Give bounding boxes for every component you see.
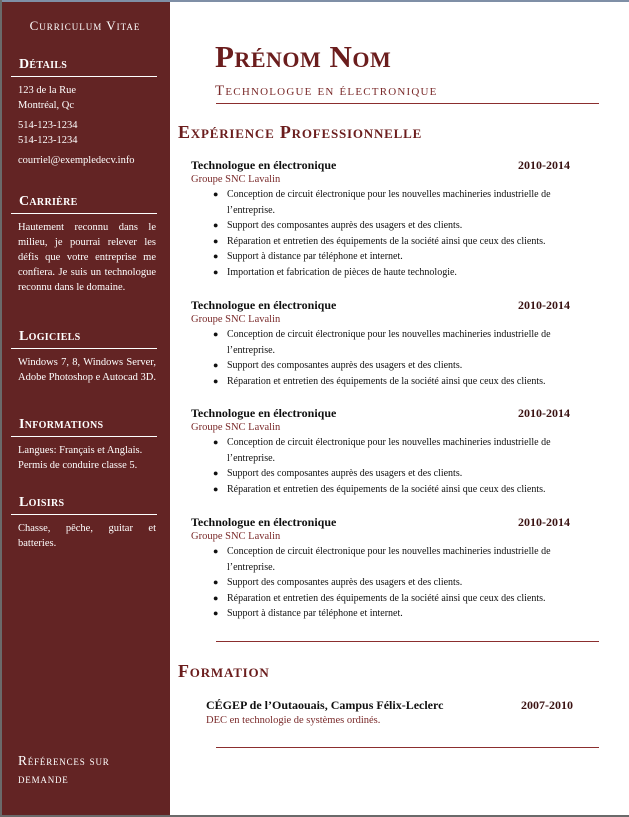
duty-item: ● Réparation et entretien des équipements de la société ainsi que ceux des clients. <box>227 234 581 250</box>
address-line-1: 123 de la Rue <box>18 85 77 96</box>
phone-1: 514-123-1234 <box>18 120 78 131</box>
job-company: Groupe SNC Lavalin <box>191 422 281 433</box>
job-entry <box>191 406 581 497</box>
education-dates: 2007-2010 <box>521 698 573 712</box>
bullet-icon: ● <box>213 608 219 618</box>
hobbies-heading: Loisirs <box>19 495 65 510</box>
education-heading: Formation <box>178 661 270 681</box>
main-content <box>170 2 629 815</box>
job-company: Groupe SNC Lavalin <box>191 174 281 185</box>
job-company: Groupe SNC Lavalin <box>191 314 281 325</box>
duty-item: ● Réparation et entretien des équipements de la société ainsi que ceux des clients. <box>227 374 581 390</box>
job-duties <box>213 187 581 280</box>
cv-title: Curriculum Vitae <box>29 18 141 33</box>
duty-item: ● Conception de circuit électronique pour les nouvelles machineries industrielle de l’entreprise. <box>213 189 551 216</box>
job-dates: 2010-2014 <box>518 515 570 529</box>
job-dates: 2010-2014 <box>518 298 570 312</box>
bullet-icon: ● <box>213 251 219 261</box>
job-dates: 2010-2014 <box>518 158 570 172</box>
duty-item: ● Conception de circuit électronique pour les nouvelles machineries industrielle de l’entreprise. <box>213 546 551 573</box>
duty-item: ● Support des composantes auprès des usagers et des clients. <box>227 358 581 374</box>
phone-2: 514-123-1234 <box>18 135 78 146</box>
bullet-icon: ● <box>213 375 219 386</box>
job-title: Technologue en électronique <box>191 406 337 420</box>
job-title: Technologue en électronique <box>191 158 337 172</box>
bullet-icon: ● <box>213 592 219 603</box>
duty-item: ● Conception de circuit électronique pour les nouvelles machineries industrielle de l’entreprise. <box>213 437 551 464</box>
duty-item: ● Conception de circuit électronique pour les nouvelles machineries industrielle de l’entreprise. <box>213 329 551 356</box>
job-title: Technologue en électronique <box>191 298 337 312</box>
job-entry <box>191 298 581 389</box>
job-entry <box>191 158 581 280</box>
duty-item: ● Support à distance par téléphone et internet. <box>227 606 581 622</box>
education-divider <box>216 747 599 748</box>
bullet-icon: ● <box>213 437 219 447</box>
duty-item: ● Réparation et entretien des équipements de la société ainsi que ceux des clients. <box>227 591 581 607</box>
software-divider <box>11 348 157 349</box>
bullet-icon: ● <box>213 235 219 246</box>
bullet-icon: ● <box>213 220 219 230</box>
address-line-2: Montréal, Qc <box>18 100 74 111</box>
details-divider <box>11 76 157 77</box>
job-duties <box>213 327 581 389</box>
job-duties <box>213 544 581 622</box>
experience-heading: Expérience Professionnelle <box>178 122 423 142</box>
career-text: Hautement reconnu dans le milieu, je pourrai relever les défis que votre entreprise me confiera. Je suis un technologue reconnu dans le domaine. <box>18 222 156 293</box>
full-name: Prénom Nom <box>215 39 392 74</box>
hobbies-section <box>11 495 157 551</box>
duty-item: ● Importation et fabrication de pièces de haute technologie. <box>227 265 581 281</box>
bullet-icon: ● <box>213 483 219 494</box>
job-entry <box>191 515 581 622</box>
career-divider <box>11 213 157 214</box>
bullet-icon: ● <box>213 266 219 277</box>
bullet-icon: ● <box>213 468 219 478</box>
experience-divider <box>216 641 599 642</box>
duty-item: ● Support des composantes auprès des usagers et des clients. <box>227 575 581 591</box>
job-title: Technologue en électronique <box>191 515 337 529</box>
details-text <box>11 83 157 168</box>
window-left-border <box>0 0 2 817</box>
sidebar <box>0 2 170 815</box>
info-text <box>11 443 157 473</box>
software-text: Windows 7, 8, Windows Server, Adobe Photoshop e Autocad 3D. <box>18 357 156 383</box>
bullet-icon: ● <box>213 360 219 370</box>
job-duties <box>213 435 581 497</box>
info-heading: Informations <box>19 417 104 432</box>
duty-item: ● Support des composantes auprès des usagers et des clients. <box>227 218 581 234</box>
career-section <box>11 194 157 295</box>
email: courriel@exempledecv.info <box>18 155 135 166</box>
job-dates: 2010-2014 <box>518 406 570 420</box>
details-heading: Détails <box>19 57 68 72</box>
job-title-header: Technologue en électronique <box>215 83 438 99</box>
software-section <box>11 329 157 385</box>
job-company: Groupe SNC Lavalin <box>191 531 281 542</box>
bullet-icon: ● <box>213 189 219 199</box>
header-divider <box>216 103 599 104</box>
duty-item: ● Réparation et entretien des équipements de la société ainsi que ceux des clients. <box>227 482 581 498</box>
details-section <box>11 57 157 168</box>
education-entry <box>206 697 586 728</box>
info-section <box>11 417 157 473</box>
info-divider <box>11 436 157 437</box>
diploma-description: DEC en technologie de systèmes ordinés. <box>206 715 381 726</box>
driving-licence: Permis de conduire classe 5. <box>18 460 138 471</box>
career-heading: Carrière <box>19 194 78 209</box>
school-name: CÉGEP de l’Outaouais, Campus Félix-Leclerc <box>206 698 444 712</box>
software-heading: Logiciels <box>19 329 81 344</box>
languages: Langues: Français et Anglais. <box>18 445 143 456</box>
references-note: Références sur demande <box>18 753 110 786</box>
bullet-icon: ● <box>213 329 219 339</box>
hobbies-text: Chasse, pêche, guitar et batteries. <box>18 523 156 549</box>
bullet-icon: ● <box>213 577 219 587</box>
duty-item: ● Support des composantes auprès des usagers et des clients. <box>227 466 581 482</box>
duty-item: ● Support à distance par téléphone et internet. <box>227 249 581 265</box>
hobbies-divider <box>11 514 157 515</box>
bullet-icon: ● <box>213 546 219 556</box>
